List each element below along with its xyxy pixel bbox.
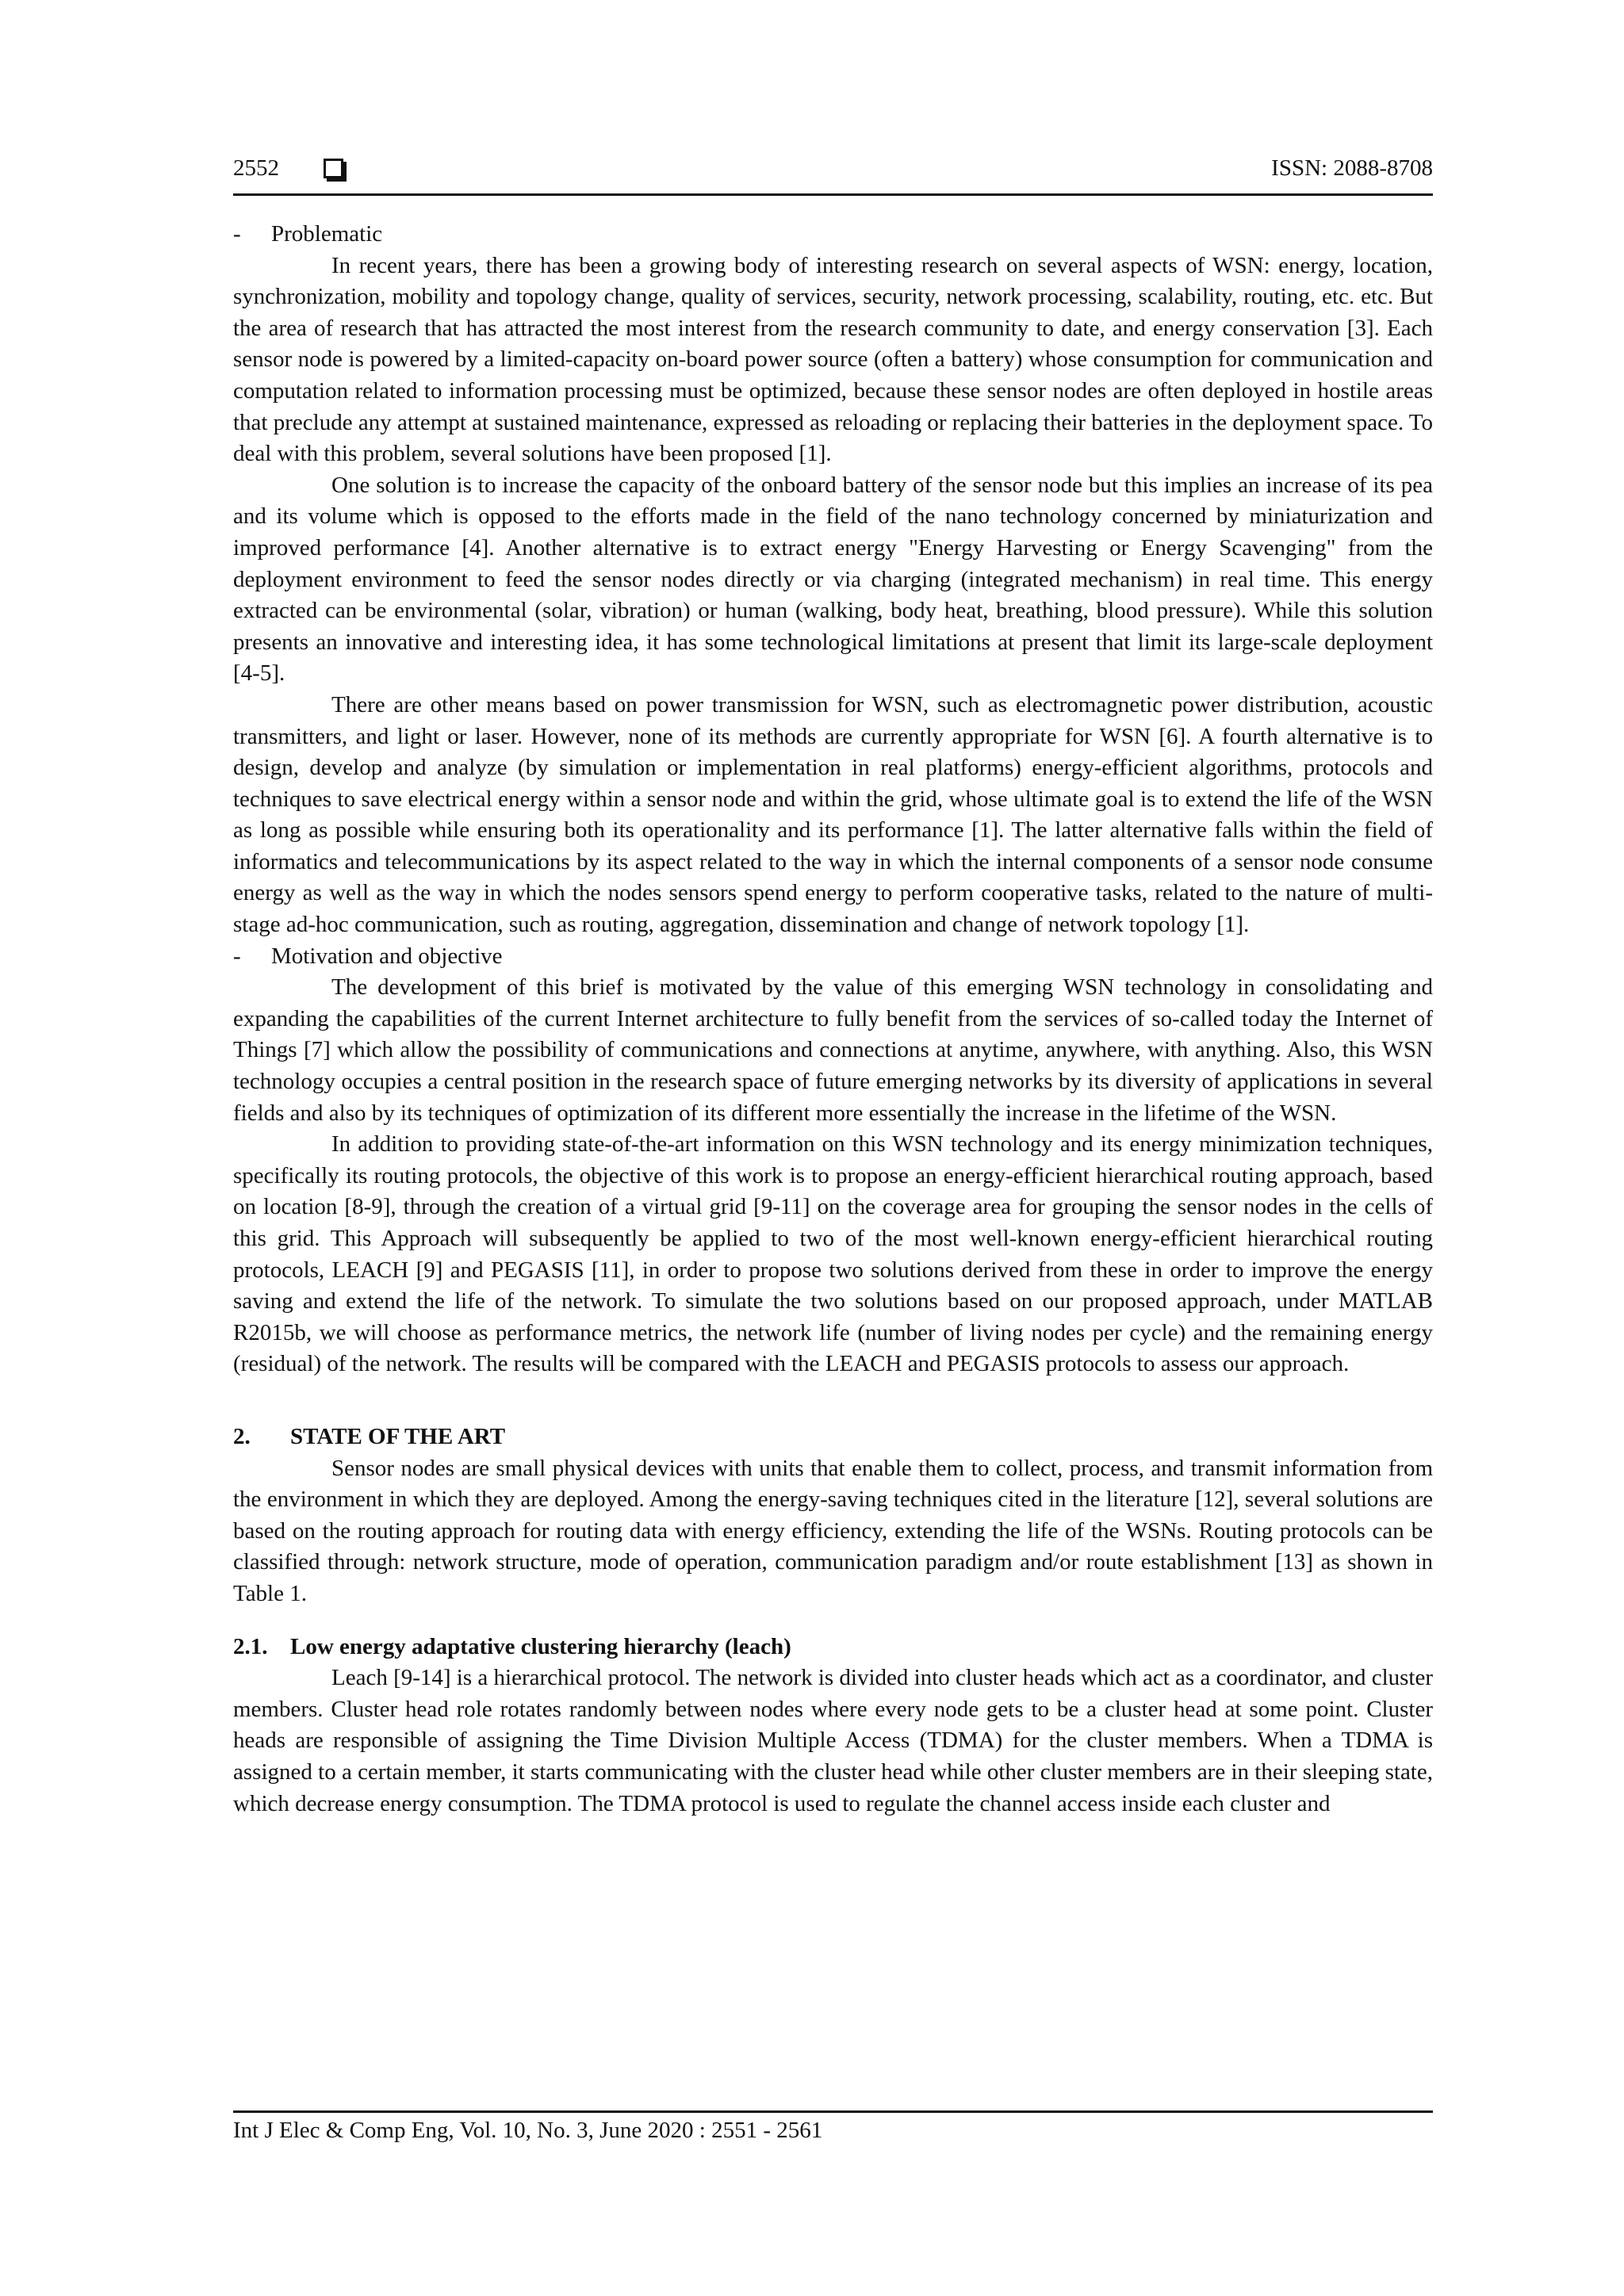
footer-citation: Int J Elec & Comp Eng, Vol. 10, No. 3, June 2020 : 2551 - 2561 xyxy=(233,2118,823,2143)
paragraph: Sensor nodes are small physical devices with units that enable them to collect, process, and transmit information from the environment in which they are deployed. Among the energy-saving techniques cited in the literature [12], several solutions are based on the routing approach for routing data with energy efficiency, extending the life of the WSNs. Routing protocols can be classified through: network structure, mode of operation, communication paradigm and/or route establishment [13] as shown in Table 1. xyxy=(233,1455,1433,1606)
paragraph: There are other means based on power transmission for WSN, such as electromagnetic power distribution, acoustic transmitters, and light or laser. However, none of its methods are currently appropriate for WSN [6]. A fourth alternative is to design, develop and analyze (by simulation or implementation in real platforms) energy-efficient algorithms, protocols and techniques to save electrical energy within a sensor node and within the grid, whose ultimate goal is to extend the life of the WSN as long as possible while ensuring both its operationality and its performance [1]. The latter alternative falls within the field of informatics and telecommunications by its aspect related to the way in which the internal components of a sensor node consume energy as well as the way in which the nodes sensors spend energy to perform cooperative tasks, related to the nature of multi-stage ad-hoc communication, such as routing, aggregation, dissemination and change of network topology [1]. xyxy=(233,691,1433,938)
section-heading xyxy=(233,1422,1433,1453)
bullet-label: Problematic xyxy=(271,221,383,247)
subsection-number: 2.1. xyxy=(233,1633,268,1659)
paragraph: One solution is to increase the capacity of the onboard battery of the sensor node but this implies an increase of its pea and its volume which is opposed to the efforts made in the field of the nano technology concerned by miniaturization and improved performance [4]. Another alternative is to extract energy "Energy Harvesting or Energy Scavenging" from the deployment environment to feed the sensor nodes directly or via charging (integrated mechanism) in real time. This energy extracted can be environmental (solar, vibration) or human (walking, body heat, breathing, blood pressure). While this solution presents an innovative and interesting idea, it has some technological limitations at present that limit its large-scale deployment [4-5]. xyxy=(233,472,1433,687)
section-title: STATE OF THE ART xyxy=(290,1423,506,1449)
paragraph: The development of this brief is motivated by the value of this emerging WSN technology in consolidating and expanding the capabilities of the current Internet architecture to fully benefit from the services of so-called today the Internet of Things [7] which allow the possibility of communications and connections at anytime, anywhere, with anything. Also, this WSN technology occupies a central position in the research space of future emerging networks by its diversity of applications in several fields and also by its techniques of optimization of its different more essentially the increase in the lifetime of the WSN. xyxy=(233,974,1433,1126)
subsection-title: Low energy adaptative clustering hierarchy (leach) xyxy=(290,1633,791,1659)
paragraph: In recent years, there has been a growing body of interesting research on several aspects of WSN: energy, location, synchronization, mobility and topology change, quality of services, security, network processing, scalability, routing, etc. etc. But the area of research that has attracted the most interest from the research community to date, and energy conservation [3]. Each sensor node is powered by a limited-capacity on-board power source (often a battery) whose consumption for communication and computation related to information processing must be optimized, because these sensor nodes are often deployed in hostile areas that preclude any attempt at sustained maintenance, expressed as reloading or replacing their batteries in the deployment space. To deal with this problem, several solutions have been proposed [1]. xyxy=(233,252,1433,467)
box-icon xyxy=(324,159,343,178)
paragraph: Leach [9-14] is a hierarchical protocol. The network is divided into cluster heads which act as a coordinator, and cluster members. Cluster head role rotates randomly between nodes where every node gets to be a cluster head at some point. Cluster heads are responsible of assigning the Time Division Multiple Access (TDMA) for the cluster members. When a TDMA is assigned to a certain member, it starts communicating with the cluster head while other cluster members are in their sleeping state, which decrease energy consumption. The TDMA protocol is used to regulate the channel access inside each cluster and xyxy=(233,1665,1433,1816)
page-body xyxy=(233,219,1433,1820)
bullet-motivation: - Motivation and objective xyxy=(233,943,503,969)
header-rule xyxy=(233,193,1433,196)
section-number: 2. xyxy=(233,1423,251,1449)
issn: ISSN: 2088-8708 xyxy=(1271,155,1433,181)
paragraph: In addition to providing state-of-the-art information on this WSN technology and its energy minimization techniques, specifically its routing protocols, the objective of this work is to propose an energy-efficient hierarchical routing approach, based on location [8-9], through the creation of a virtual grid [9-11] on the coverage area for grouping the sensor nodes in the cells of this grid. This Approach will subsequently be applied to two of the most well-known energy-efficient hierarchical routing protocols, LEACH [9] and PEGASIS [11], in order to propose two solutions derived from these in order to improve the energy saving and extend the life of the network. To simulate the two solutions based on our proposed approach, under MATLAB R2015b, we will choose as performance metrics, the network life (number of living nodes per cycle) and the remaining energy (residual) of the network. The results will be compared with the LEACH and PEGASIS protocols to assess our approach. xyxy=(233,1131,1433,1377)
bullet-label: Motivation and objective xyxy=(271,943,503,969)
bullet-problematic: - Problematic xyxy=(233,221,383,247)
subsection-heading xyxy=(233,1632,1433,1663)
page-header xyxy=(233,154,1433,193)
page-number: 2552 xyxy=(233,155,279,181)
footer-rule xyxy=(233,2110,1433,2113)
